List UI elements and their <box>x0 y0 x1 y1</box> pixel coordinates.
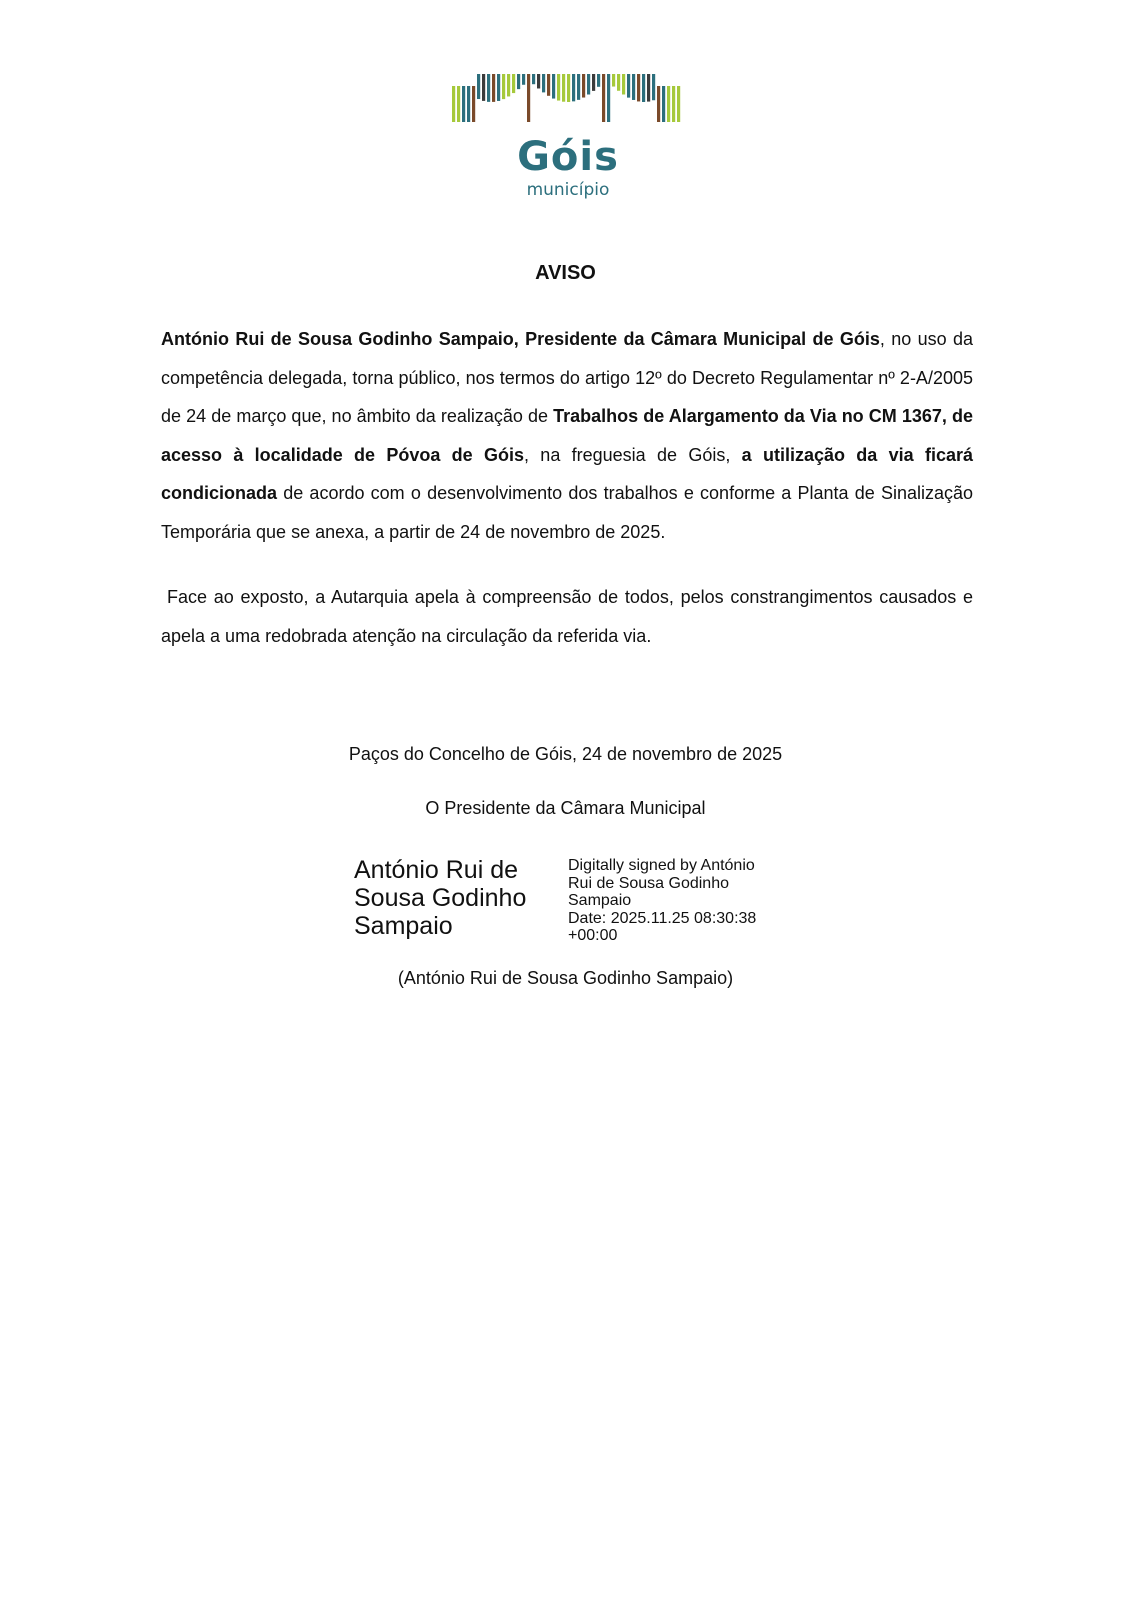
notice-paragraph-1 <box>161 320 973 551</box>
emblem-bar <box>642 74 645 102</box>
signature-detail-line: +00:00 <box>568 927 618 944</box>
text-run: , na freguesia de Góis, <box>524 444 742 465</box>
text-run: de acordo com o desenvolvimento dos trabalhos e conforme a Planta de Sinalização Temporária que se anexa, a partir de 24 de novembro de 2025. <box>161 483 973 542</box>
signature-name-line: António Rui de <box>354 856 519 884</box>
emblem-bar <box>472 86 475 122</box>
emblem-bar <box>462 86 465 122</box>
notice-paragraph-2: Face ao exposto, a Autarquia apela à compreensão de todos, pelos constrangimentos causados e apela a uma redobrada atenção na circulação da referida via. <box>161 587 973 646</box>
emblem-bar <box>662 86 665 122</box>
bold-text-run: Trabalhos de Alargamento da Via no CM 1367, de acesso à localidade de Póvoa de Góis <box>161 406 973 465</box>
signature-detail-line: Digitally signed by António <box>568 857 755 874</box>
emblem-bar <box>457 86 460 122</box>
emblem-bar <box>567 74 570 102</box>
emblem-bar <box>522 74 525 85</box>
emblem-bar <box>602 74 605 122</box>
emblem-bar <box>597 74 600 87</box>
emblem-bar <box>652 74 655 100</box>
emblem-bar <box>547 74 550 96</box>
signature-detail-line: Date: 2025.11.25 08:30:38 <box>568 909 757 927</box>
emblem-bar <box>677 86 680 122</box>
emblem-bar <box>467 86 470 122</box>
emblem-bar <box>512 74 515 93</box>
signatory-role: O Presidente da Câmara Municipal <box>425 798 706 818</box>
emblem-bar <box>622 74 625 95</box>
emblem-bar <box>572 74 575 101</box>
emblem-bar <box>492 74 495 102</box>
emblem-bar <box>527 74 530 122</box>
signatory-name: (António Rui de Sousa Godinho Sampaio) <box>397 968 734 988</box>
emblem-bar <box>552 74 555 99</box>
emblem-bar <box>542 74 545 92</box>
signature-name-line: Sampaio <box>354 912 453 940</box>
emblem-bar <box>587 74 590 95</box>
logo-name: Góis <box>517 134 619 180</box>
emblem-bar <box>647 74 650 102</box>
signature-detail-line: Rui de Sousa Godinho <box>568 874 729 892</box>
document-title: AVISO <box>535 262 596 284</box>
emblem-bar <box>557 74 560 101</box>
emblem-bar <box>507 74 510 96</box>
emblem-bar <box>482 74 485 101</box>
emblem-bar <box>487 74 490 102</box>
emblem-bar <box>477 74 480 99</box>
signature-name-line: Sousa Godinho <box>354 884 527 912</box>
emblem-bar <box>592 74 595 91</box>
emblem-bar <box>672 86 675 122</box>
bridge-emblem-icon <box>448 70 688 130</box>
emblem-bar <box>562 74 565 102</box>
bold-text-run: António Rui de Sousa Godinho Sampaio, Presidente da Câmara Municipal de Góis <box>161 329 880 349</box>
emblem-bar <box>617 74 620 91</box>
emblem-bar <box>577 74 580 100</box>
signature-detail-line: Sampaio <box>568 892 632 909</box>
gois-municipality-logo <box>448 70 688 210</box>
emblem-bar <box>667 86 670 122</box>
emblem-bar <box>537 74 540 88</box>
emblem-bar <box>612 74 615 87</box>
emblem-bar <box>607 74 610 122</box>
logo-subtitle: município <box>526 180 610 200</box>
emblem-bar <box>627 74 630 98</box>
emblem-bar <box>657 86 660 122</box>
emblem-bar <box>582 74 585 98</box>
emblem-bar <box>502 74 505 99</box>
emblem-bar <box>637 74 640 101</box>
emblem-bar <box>532 74 535 84</box>
digital-signature-details <box>568 857 798 945</box>
place-and-date: Paços do Concelho de Góis, 24 de novembro de 2025 <box>348 744 783 764</box>
emblem-bar <box>517 74 520 89</box>
text-run: , no uso da competência delegada, torna público, nos termos do artigo 12º do Decreto Regulamentar nº 2-A/2005 de 24 de março que, no âmbito da realização de <box>161 329 973 426</box>
emblem-bar <box>452 86 455 122</box>
bold-text-run: a utilização da via ficará condicionada <box>161 444 973 503</box>
digital-signature-name <box>354 856 559 940</box>
emblem-bar <box>632 74 635 100</box>
emblem-bar <box>497 74 500 101</box>
